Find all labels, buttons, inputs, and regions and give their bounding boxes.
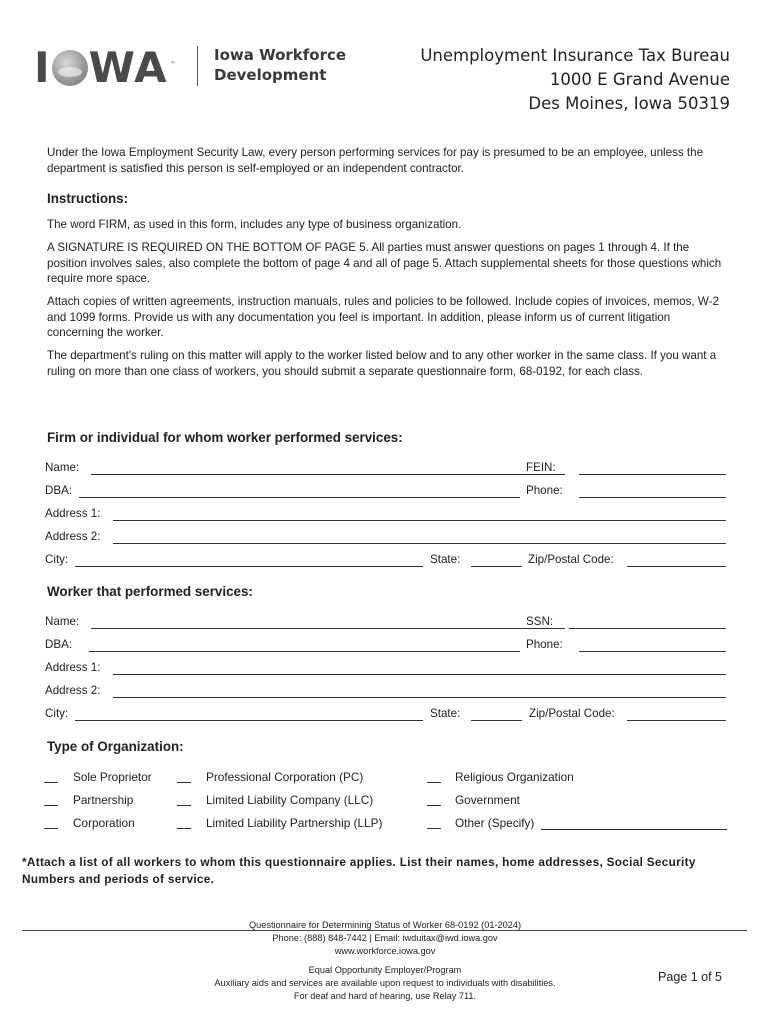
org-option-corporation[interactable] <box>44 816 184 832</box>
firm-heading: Firm or individual for whom worker performed services: <box>47 430 403 445</box>
footer-relay: For deaf and hard of hearing, use Relay 711. <box>293 991 477 1001</box>
iowa-logo <box>34 43 176 92</box>
firm-fein-label: FEIN: <box>526 461 556 474</box>
org-option-label: Government <box>455 793 520 807</box>
org-blank <box>427 805 441 806</box>
logo-divider <box>197 46 198 86</box>
intro-paragraph: Under the Iowa Employment Security Law, every person performing services for pay is presumed to be an employee, unless the department is satisfied this person is self-employed or an independent contractor. <box>47 146 704 175</box>
worker-city-label: City: <box>45 707 69 720</box>
agency-line-1: Iowa Workforce <box>214 46 347 64</box>
firm-name-field[interactable] <box>91 474 565 475</box>
worker-phone-label: Phone: <box>526 638 563 651</box>
worker-address2-label: Address 2: <box>45 684 101 697</box>
worker-state-label: State: <box>430 707 461 720</box>
logo-letter-i: I <box>34 43 51 92</box>
firm-dba-field[interactable] <box>79 497 520 498</box>
firm-address1-row <box>45 507 726 523</box>
org-blank <box>44 828 58 829</box>
org-option-llp[interactable] <box>177 816 417 832</box>
org-blank <box>177 805 191 806</box>
instructions-p3: Attach copies of written agreements, instruction manuals, rules and policies to be followed. Include copies of invoices, memos, W-2 and 1099 forms. Provide us with any documentation you feel is important. In addition, please inform us of current litigation concerning the worker. <box>47 295 719 340</box>
worker-name-field[interactable] <box>91 628 565 629</box>
worker-city-field[interactable] <box>75 720 423 721</box>
logo-wordmark <box>34 45 176 91</box>
org-option-partnership[interactable] <box>44 793 184 809</box>
worker-dba-row <box>45 638 726 654</box>
firm-address2-field[interactable] <box>113 543 726 544</box>
footer-divider <box>22 930 747 931</box>
worker-zip-label: Zip/Postal Code: <box>529 707 615 720</box>
bureau-address <box>420 44 730 116</box>
firm-address2-row <box>45 530 726 546</box>
org-option-label: Sole Proprietor <box>73 770 152 784</box>
org-option-label: Other (Specify) <box>455 816 535 830</box>
org-option-sole-proprietor[interactable] <box>44 770 184 786</box>
org-option-label: Corporation <box>73 816 135 830</box>
org-option-label: Religious Organization <box>455 770 574 784</box>
firm-dba-row <box>45 484 726 500</box>
firm-address1-label: Address 1: <box>45 507 101 520</box>
worker-phone-field[interactable] <box>579 651 726 652</box>
bureau-city: Des Moines, Iowa 50319 <box>528 94 730 113</box>
instructions-p4: The department's ruling on this matter will apply to the worker listed below and to any other worker in the same class. If you want a ruling on more than one class of workers, you should submit a separate questionnaire form, 68-0192, for each class. <box>47 349 717 378</box>
worker-ssn-field[interactable] <box>569 628 726 629</box>
firm-state-field[interactable] <box>471 566 522 567</box>
instructions-p2: A SIGNATURE IS REQUIRED ON THE BOTTOM OF PAGE 5. All parties must answer questions on pages 1 through 4. If the position involves sales, also complete the bottom of page 4 and all of page 5. Attach supplemental sheets for those questions which require more space. <box>47 241 722 286</box>
worker-ssn-label: SSN: <box>526 615 554 628</box>
firm-city-row <box>45 553 726 569</box>
org-blank <box>427 782 441 783</box>
org-option-pc[interactable] <box>177 770 417 786</box>
attach-workers-note: *Attach a list of all workers to whom this questionnaire applies. List their names, home addresses, Social Security Numbers and periods of service. <box>22 855 696 886</box>
firm-zip-field[interactable] <box>627 566 726 567</box>
org-other-specify-field[interactable] <box>541 829 727 830</box>
firm-city-label: City: <box>45 553 69 566</box>
footer-eeo: Equal Opportunity Employer/Program <box>308 965 462 975</box>
org-blank <box>177 782 191 783</box>
firm-fein-field[interactable] <box>579 474 726 475</box>
firm-name-row <box>45 461 726 477</box>
org-option-religious[interactable] <box>427 770 727 786</box>
worker-address1-label: Address 1: <box>45 661 101 674</box>
instructions-p1: The word FIRM, as used in this form, includes any type of business organization. <box>47 218 462 231</box>
worker-address1-field[interactable] <box>113 674 726 675</box>
agency-line-2: Development <box>214 66 327 84</box>
org-heading: Type of Organization: <box>47 739 184 754</box>
org-option-label: Limited Liability Partnership (LLP) <box>206 816 383 830</box>
org-option-government[interactable] <box>427 793 727 809</box>
agency-name <box>214 45 346 85</box>
footer-website: www.workforce.iowa.gov <box>334 946 436 956</box>
firm-name-label: Name: <box>45 461 80 474</box>
worker-name-row <box>45 615 726 631</box>
org-blank <box>177 828 191 829</box>
org-option-label: Professional Corporation (PC) <box>206 770 364 784</box>
firm-address2-label: Address 2: <box>45 530 101 543</box>
worker-state-field[interactable] <box>471 720 522 721</box>
logo-trademark: ™ <box>169 61 176 68</box>
worker-heading: Worker that performed services: <box>47 584 253 599</box>
worker-dba-label: DBA: <box>45 638 73 651</box>
firm-phone-field[interactable] <box>579 497 726 498</box>
footer-contact: Phone: (888) 848-7442 | Email: iwduitax@iwd.iowa.gov <box>272 933 498 943</box>
worker-dba-field[interactable] <box>89 651 520 652</box>
logo-globe-icon <box>52 50 88 86</box>
page-number: Page 1 of 5 <box>658 970 722 984</box>
firm-address1-field[interactable] <box>113 520 726 521</box>
worker-address1-row <box>45 661 726 677</box>
firm-dba-label: DBA: <box>45 484 73 497</box>
org-option-label: Partnership <box>73 793 134 807</box>
firm-zip-label: Zip/Postal Code: <box>528 553 614 566</box>
org-blank <box>44 782 58 783</box>
firm-city-field[interactable] <box>75 566 423 567</box>
org-option-label: Limited Liability Company (LLC) <box>206 793 374 807</box>
bureau-street: 1000 E Grand Avenue <box>549 70 730 89</box>
firm-state-label: State: <box>430 553 461 566</box>
firm-phone-label: Phone: <box>526 484 563 497</box>
org-option-other[interactable] <box>427 816 727 832</box>
worker-city-row <box>45 707 726 723</box>
worker-address2-field[interactable] <box>113 697 726 698</box>
worker-address2-row <box>45 684 726 700</box>
worker-name-label: Name: <box>45 615 80 628</box>
org-option-llc[interactable] <box>177 793 417 809</box>
org-blank <box>44 805 58 806</box>
worker-zip-field[interactable] <box>627 720 726 721</box>
footer-form-id: Questionnaire for Determining Status of Worker 68-0192 (01-2024) <box>248 920 522 930</box>
org-blank <box>427 828 441 829</box>
instructions-heading: Instructions: <box>47 191 129 206</box>
logo-letters-wa: WA <box>88 43 168 92</box>
footer-aids: Auxiliary aids and services are available upon request to individuals with disabilities. <box>214 978 556 988</box>
bureau-name: Unemployment Insurance Tax Bureau <box>420 46 730 65</box>
